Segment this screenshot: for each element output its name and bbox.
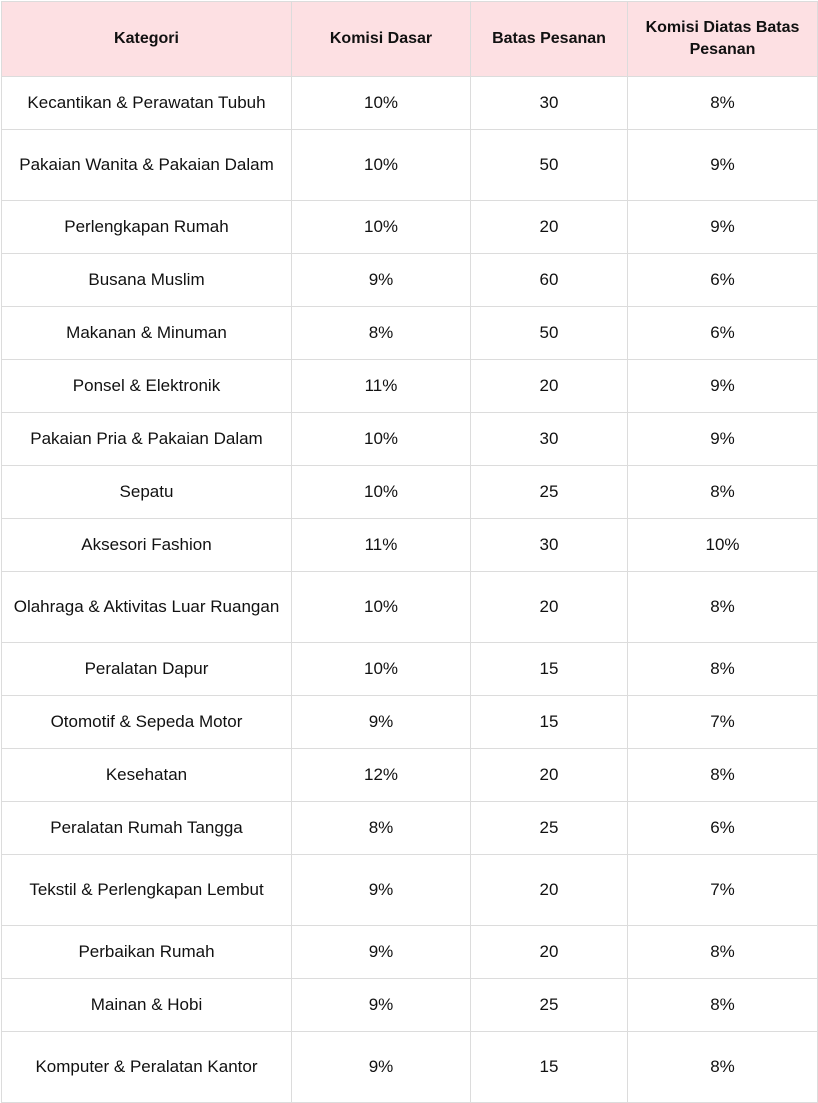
table-row [2,466,818,519]
cell-batas-pesanan: 60 [471,254,628,307]
cell-komisi-diatas-batas: 10% [628,519,818,572]
cell-komisi-diatas-batas: 6% [628,307,818,360]
cell-batas-pesanan: 20 [471,572,628,643]
table-row [2,201,818,254]
table-row [2,696,818,749]
table-row [2,926,818,979]
table-row [2,749,818,802]
cell-batas-pesanan: 30 [471,413,628,466]
cell-kategori: Kecantikan & Perawatan Tubuh [2,77,292,130]
cell-komisi-diatas-batas: 8% [628,1032,818,1103]
cell-komisi-dasar: 10% [292,466,471,519]
cell-komisi-diatas-batas: 8% [628,572,818,643]
table-row [2,1032,818,1103]
table-row [2,130,818,201]
cell-kategori: Olahraga & Aktivitas Luar Ruangan [2,572,292,643]
cell-batas-pesanan: 50 [471,130,628,201]
cell-komisi-dasar: 9% [292,979,471,1032]
cell-batas-pesanan: 50 [471,307,628,360]
cell-komisi-dasar: 10% [292,572,471,643]
table-row [2,77,818,130]
table-row [2,254,818,307]
header-komisi-dasar: Komisi Dasar [292,2,471,77]
table-row [2,979,818,1032]
table-row [2,802,818,855]
cell-batas-pesanan: 30 [471,519,628,572]
cell-komisi-dasar: 10% [292,643,471,696]
table-row [2,360,818,413]
cell-komisi-dasar: 9% [292,1032,471,1103]
cell-komisi-dasar: 10% [292,201,471,254]
cell-kategori: Komputer & Peralatan Kantor [2,1032,292,1103]
cell-komisi-dasar: 8% [292,802,471,855]
cell-batas-pesanan: 15 [471,643,628,696]
cell-batas-pesanan: 20 [471,201,628,254]
header-kategori: Kategori [2,2,292,77]
cell-kategori: Makanan & Minuman [2,307,292,360]
cell-komisi-diatas-batas: 8% [628,466,818,519]
cell-komisi-dasar: 10% [292,77,471,130]
header-batas-pesanan: Batas Pesanan [471,2,628,77]
table-row [2,572,818,643]
cell-batas-pesanan: 15 [471,1032,628,1103]
cell-kategori: Pakaian Wanita & Pakaian Dalam [2,130,292,201]
cell-komisi-dasar: 10% [292,413,471,466]
cell-batas-pesanan: 15 [471,696,628,749]
cell-komisi-dasar: 11% [292,519,471,572]
header-row [2,2,818,77]
cell-kategori: Aksesori Fashion [2,519,292,572]
cell-komisi-diatas-batas: 6% [628,254,818,307]
cell-komisi-diatas-batas: 9% [628,413,818,466]
cell-komisi-diatas-batas: 7% [628,696,818,749]
cell-komisi-dasar: 9% [292,254,471,307]
cell-batas-pesanan: 20 [471,926,628,979]
cell-komisi-dasar: 10% [292,130,471,201]
table-row [2,413,818,466]
cell-kategori: Pakaian Pria & Pakaian Dalam [2,413,292,466]
commission-table [1,1,818,1103]
cell-kategori: Otomotif & Sepeda Motor [2,696,292,749]
cell-komisi-diatas-batas: 9% [628,360,818,413]
cell-komisi-diatas-batas: 9% [628,130,818,201]
cell-komisi-diatas-batas: 8% [628,643,818,696]
cell-komisi-diatas-batas: 8% [628,77,818,130]
cell-kategori: Mainan & Hobi [2,979,292,1032]
cell-batas-pesanan: 25 [471,979,628,1032]
cell-batas-pesanan: 25 [471,466,628,519]
table-row [2,855,818,926]
cell-batas-pesanan: 20 [471,855,628,926]
cell-kategori: Tekstil & Perlengkapan Lembut [2,855,292,926]
cell-komisi-dasar: 9% [292,855,471,926]
cell-komisi-dasar: 8% [292,307,471,360]
cell-komisi-dasar: 11% [292,360,471,413]
cell-kategori: Peralatan Dapur [2,643,292,696]
cell-komisi-diatas-batas: 9% [628,201,818,254]
table-row [2,307,818,360]
table-body [2,77,818,1103]
cell-komisi-diatas-batas: 7% [628,855,818,926]
cell-kategori: Perbaikan Rumah [2,926,292,979]
cell-komisi-diatas-batas: 8% [628,749,818,802]
cell-komisi-diatas-batas: 8% [628,926,818,979]
cell-batas-pesanan: 25 [471,802,628,855]
cell-komisi-dasar: 9% [292,926,471,979]
cell-komisi-dasar: 9% [292,696,471,749]
cell-komisi-diatas-batas: 8% [628,979,818,1032]
cell-batas-pesanan: 30 [471,77,628,130]
cell-kategori: Sepatu [2,466,292,519]
cell-kategori: Kesehatan [2,749,292,802]
table-row [2,519,818,572]
cell-kategori: Perlengkapan Rumah [2,201,292,254]
cell-kategori: Ponsel & Elektronik [2,360,292,413]
cell-kategori: Peralatan Rumah Tangga [2,802,292,855]
cell-batas-pesanan: 20 [471,360,628,413]
table-row [2,643,818,696]
cell-komisi-diatas-batas: 6% [628,802,818,855]
cell-kategori: Busana Muslim [2,254,292,307]
header-komisi-diatas-batas: Komisi Diatas Batas Pesanan [628,2,818,77]
cell-batas-pesanan: 20 [471,749,628,802]
cell-komisi-dasar: 12% [292,749,471,802]
